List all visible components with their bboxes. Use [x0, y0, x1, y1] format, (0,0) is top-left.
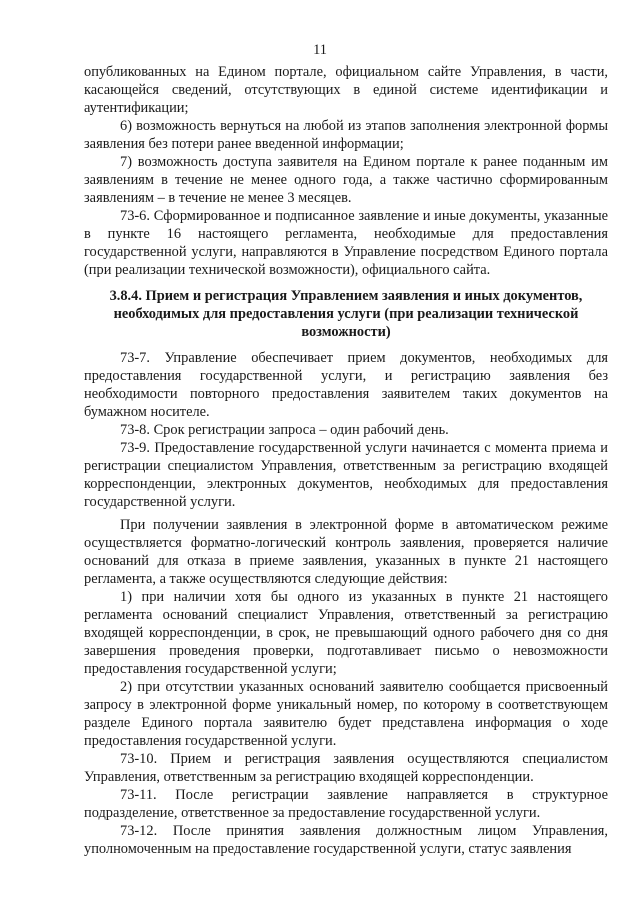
page-number: 11 — [313, 42, 327, 58]
paragraph-format-logic-control: При получении заявления в электронной форме в автоматическом режиме осуществляется форматно-логический контроль заявления, проверяется наличие оснований для отказа в приеме заявления, указанных в пункте 21 настоящего регламента, а также осуществляются следующие действия: — [84, 517, 608, 587]
paragraph-73-7: 73-7. Управление обеспечивает прием документов, необходимых для предоставления государственной услуги, и регистрацию заявления без необходимости повторного предоставления заявителем таких документов на бумажном носителе. — [84, 350, 608, 420]
paragraph-73-12: 73-12. После принятия заявления должностным лицом Управления, уполномоченным на предоставление государственной услуги, статус заявления — [84, 823, 608, 857]
paragraph-item-6: 6) возможность вернуться на любой из этапов заполнения электронной формы заявления без потери ранее введенной информации; — [84, 118, 608, 152]
paragraph-73-6: 73-6. Сформированное и подписанное заявление и иные документы, указанные в пункте 16 настоящего регламента, необходимые для предоставления государственной услуги, направляются в Управление посредством Единого портала (при реализации технической возможности), официального сайта. — [84, 208, 608, 278]
paragraph-item-1: 1) при наличии хотя бы одного из указанных в пункте 21 настоящего регламента оснований специалист Управления, ответственный за регистрацию входящей корреспонденции, в срок, не превышающий одного рабочего дня со дня завершения проведения проверки, подготавливает письмо о невозможности предоставления государственной услуги; — [84, 589, 608, 677]
section-heading: 3.8.4. Прием и регистрация Управлением заявления и иных документов, необходимых для предоставления услуги (при реализации технической возможности) — [109, 288, 583, 340]
paragraph-73-9: 73-9. Предоставление государственной услуги начинается с момента приема и регистрации специалистом Управления, ответственным за регистрацию входящей корреспонденции, электронных документов, необходимых для предоставления государственной услуги. — [84, 440, 608, 510]
spacer — [84, 341, 608, 349]
paragraph-73-10: 73-10. Прием и регистрация заявления осуществляются специалистом Управления, ответственным за регистрацию входящей корреспонденции. — [84, 751, 608, 785]
spacer — [84, 279, 608, 287]
paragraph-item-2: 2) при отсутствии указанных оснований заявителю сообщается присвоенный запросу в электронной форме уникальный номер, по которому в соответствующем разделе Единого портала заявителю будет представлена информация о ходе предоставления государственной услуги. — [84, 679, 608, 749]
paragraph-73-8: 73-8. Срок регистрации запроса – один рабочий день. — [120, 422, 449, 438]
document-body — [84, 63, 608, 858]
paragraph-continuation: опубликованных на Едином портале, официальном сайте Управления, в части, касающейся сведений, отсутствующих в единой системе идентификации и аутентификации; — [84, 64, 608, 116]
paragraph-73-11: 73-11. После регистрации заявление направляется в структурное подразделение, ответственное за предоставление государственной услуги. — [84, 787, 608, 821]
paragraph-item-7: 7) возможность доступа заявителя на Едином портале к ранее поданным им заявлениям в течение не менее одного года, а также частично сформированным заявлениям – в течение не менее 3 месяцев. — [84, 154, 608, 206]
